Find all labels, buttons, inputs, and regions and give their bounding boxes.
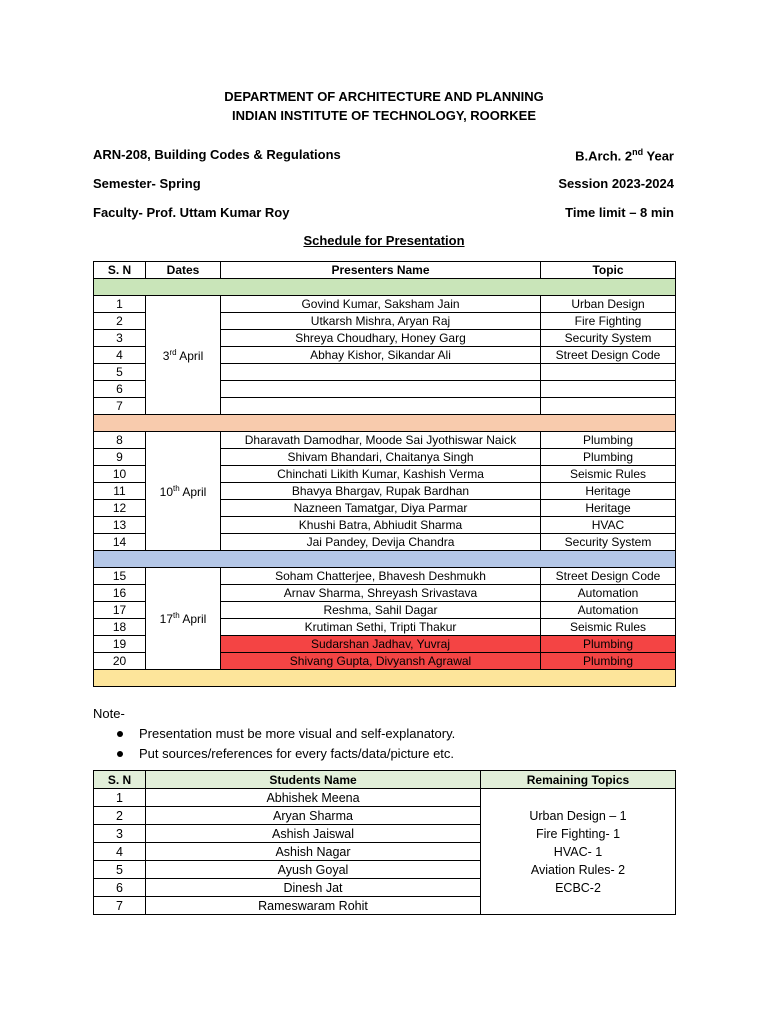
topic-cell: Plumbing bbox=[541, 432, 676, 449]
note-item: Presentation must be more visual and self-explanatory. bbox=[113, 724, 455, 744]
sn-cell: 9 bbox=[94, 449, 146, 466]
sn-cell: 7 bbox=[94, 398, 146, 415]
sn-cell: 3 bbox=[94, 825, 146, 843]
group-separator-band bbox=[94, 279, 676, 296]
department-heading: DEPARTMENT OF ARCHITECTURE AND PLANNING bbox=[224, 89, 544, 104]
topic-cell: Seismic Rules bbox=[541, 619, 676, 636]
presenters-cell bbox=[221, 398, 541, 415]
program-sup: nd bbox=[632, 147, 644, 157]
sn-cell: 6 bbox=[94, 879, 146, 897]
table-row bbox=[94, 568, 676, 585]
faculty: Faculty- Prof. Uttam Kumar Roy bbox=[93, 205, 290, 220]
date-cell bbox=[146, 432, 221, 551]
sn-cell: 17 bbox=[94, 602, 146, 619]
student-name-cell: Ashish Jaiswal bbox=[146, 825, 481, 843]
program-prefix: B.Arch. 2 bbox=[575, 148, 633, 164]
presenters-cell: Abhay Kishor, Sikandar Ali bbox=[221, 347, 541, 364]
sn-cell: 19 bbox=[94, 636, 146, 653]
date-suffix: rd bbox=[169, 347, 177, 357]
note-label: Note- bbox=[93, 706, 125, 721]
topic-cell: Urban Design bbox=[541, 296, 676, 313]
presenters-cell: Reshma, Sahil Dagar bbox=[221, 602, 541, 619]
table-row bbox=[94, 789, 676, 807]
institute-heading: INDIAN INSTITUTE OF TECHNOLOGY, ROORKEE bbox=[231, 108, 537, 123]
presenters-cell: Krutiman Sethi, Tripti Thakur bbox=[221, 619, 541, 636]
date-suffix: th bbox=[173, 611, 180, 620]
notes-list bbox=[113, 724, 455, 764]
date-cell bbox=[146, 568, 221, 670]
topic-cell: Heritage bbox=[541, 500, 676, 517]
topic-cell: Fire Fighting bbox=[541, 313, 676, 330]
course-title: ARN-208, Building Codes & Regulations bbox=[93, 147, 341, 162]
sn-cell: 1 bbox=[94, 789, 146, 807]
remaining-topics-cell bbox=[481, 789, 676, 915]
date-month: April bbox=[176, 348, 204, 363]
sn-cell: 14 bbox=[94, 534, 146, 551]
sn-cell: 18 bbox=[94, 619, 146, 636]
semester: Semester- Spring bbox=[93, 176, 201, 191]
topic-cell: Seismic Rules bbox=[541, 466, 676, 483]
topic-cell: Automation bbox=[541, 585, 676, 602]
student-name-cell: Abhishek Meena bbox=[146, 789, 481, 807]
column-header-sn: S. N bbox=[94, 262, 146, 279]
table-row bbox=[94, 432, 676, 449]
remaining-topic-item: ECBC-2 bbox=[555, 880, 601, 895]
topic-cell: Plumbing bbox=[541, 636, 676, 653]
program-suffix: Year bbox=[643, 148, 674, 164]
topic-cell: Plumbing bbox=[541, 653, 676, 670]
column-header-remaining-topics: Remaining Topics bbox=[481, 771, 676, 789]
separator-cell bbox=[94, 279, 676, 296]
sn-cell: 12 bbox=[94, 500, 146, 517]
presenters-cell: Soham Chatterjee, Bhavesh Deshmukh bbox=[221, 568, 541, 585]
topic-cell: HVAC bbox=[541, 517, 676, 534]
presenters-cell: Shreya Choudhary, Honey Garg bbox=[221, 330, 541, 347]
separator-cell bbox=[94, 415, 676, 432]
sn-cell: 7 bbox=[94, 897, 146, 915]
sn-cell: 16 bbox=[94, 585, 146, 602]
topic-cell bbox=[541, 398, 676, 415]
column-header-sn: S. N bbox=[94, 771, 146, 789]
remaining-students-table bbox=[93, 770, 676, 915]
date-month: April bbox=[179, 612, 207, 626]
topic-cell: Plumbing bbox=[541, 449, 676, 466]
sn-cell: 4 bbox=[94, 347, 146, 364]
sn-cell: 13 bbox=[94, 517, 146, 534]
presenters-cell bbox=[221, 364, 541, 381]
group-separator-band bbox=[94, 670, 676, 687]
presenters-cell: Arnav Sharma, Shreyash Srivastava bbox=[221, 585, 541, 602]
topic-cell: Security System bbox=[541, 330, 676, 347]
presenters-cell: Sudarshan Jadhav, Yuvraj bbox=[221, 636, 541, 653]
date-month: April bbox=[179, 484, 207, 499]
student-name-cell: Ashish Nagar bbox=[146, 843, 481, 861]
sn-cell: 10 bbox=[94, 466, 146, 483]
student-name-cell: Dinesh Jat bbox=[146, 879, 481, 897]
column-header-presenters: Presenters Name bbox=[221, 262, 541, 279]
sn-cell: 20 bbox=[94, 653, 146, 670]
topic-cell: Heritage bbox=[541, 483, 676, 500]
presenters-cell bbox=[221, 381, 541, 398]
session: Session 2023-2024 bbox=[558, 176, 674, 191]
remaining-topic-item: HVAC- 1 bbox=[553, 844, 603, 859]
presenters-cell: Govind Kumar, Saksham Jain bbox=[221, 296, 541, 313]
presenters-cell: Utkarsh Mishra, Aryan Raj bbox=[221, 313, 541, 330]
presenters-cell: Shivam Bhandari, Chaitanya Singh bbox=[221, 449, 541, 466]
group-separator-band bbox=[94, 415, 676, 432]
student-name-cell: Aryan Sharma bbox=[146, 807, 481, 825]
date-day: 3 bbox=[162, 348, 170, 363]
presenters-cell: Chinchati Likith Kumar, Kashish Verma bbox=[221, 466, 541, 483]
sn-cell: 8 bbox=[94, 432, 146, 449]
time-limit: Time limit – 8 min bbox=[565, 205, 674, 220]
remaining-topic-item: Fire Fighting- 1 bbox=[535, 826, 621, 841]
students-body bbox=[94, 789, 676, 915]
date-day: 17 bbox=[159, 612, 173, 626]
column-header-topic: Topic bbox=[541, 262, 676, 279]
sn-cell: 4 bbox=[94, 843, 146, 861]
presenters-cell: Jai Pandey, Devija Chandra bbox=[221, 534, 541, 551]
schedule-body bbox=[94, 279, 676, 687]
topic-cell: Security System bbox=[541, 534, 676, 551]
topic-cell: Street Design Code bbox=[541, 347, 676, 364]
sn-cell: 6 bbox=[94, 381, 146, 398]
separator-cell bbox=[94, 670, 676, 687]
date-cell bbox=[146, 296, 221, 415]
date-day: 10 bbox=[159, 484, 173, 499]
presenters-cell: Dharavath Damodhar, Moode Sai Jyothiswar Naick bbox=[221, 432, 541, 449]
student-name-cell: Ayush Goyal bbox=[146, 861, 481, 879]
remaining-topic-item: Urban Design – 1 bbox=[529, 808, 627, 823]
separator-cell bbox=[94, 551, 676, 568]
topic-cell: Automation bbox=[541, 602, 676, 619]
sn-cell: 11 bbox=[94, 483, 146, 500]
table-row bbox=[94, 296, 676, 313]
sn-cell: 1 bbox=[94, 296, 146, 313]
remaining-topic-item: Aviation Rules- 2 bbox=[530, 862, 626, 877]
sn-cell: 2 bbox=[94, 807, 146, 825]
sn-cell: 2 bbox=[94, 313, 146, 330]
note-item: Put sources/references for every facts/data/picture etc. bbox=[113, 744, 455, 764]
topic-cell: Street Design Code bbox=[541, 568, 676, 585]
student-name-cell: Rameswaram Rohit bbox=[146, 897, 481, 915]
sn-cell: 3 bbox=[94, 330, 146, 347]
sn-cell: 5 bbox=[94, 861, 146, 879]
presenters-cell: Bhavya Bhargav, Rupak Bardhan bbox=[221, 483, 541, 500]
presentation-schedule-table bbox=[93, 261, 676, 687]
date-suffix: th bbox=[173, 483, 180, 493]
schedule-title: Schedule for Presentation bbox=[303, 233, 465, 248]
sn-cell: 5 bbox=[94, 364, 146, 381]
presenters-cell: Khushi Batra, Abhiudit Sharma bbox=[221, 517, 541, 534]
topic-cell bbox=[541, 381, 676, 398]
topic-cell bbox=[541, 364, 676, 381]
presenters-cell: Shivang Gupta, Divyansh Agrawal bbox=[221, 653, 541, 670]
program-year bbox=[575, 147, 674, 163]
column-header-dates: Dates bbox=[146, 262, 221, 279]
group-separator-band bbox=[94, 551, 676, 568]
presenters-cell: Nazneen Tamatgar, Diya Parmar bbox=[221, 500, 541, 517]
sn-cell: 15 bbox=[94, 568, 146, 585]
column-header-students-name: Students Name bbox=[146, 771, 481, 789]
